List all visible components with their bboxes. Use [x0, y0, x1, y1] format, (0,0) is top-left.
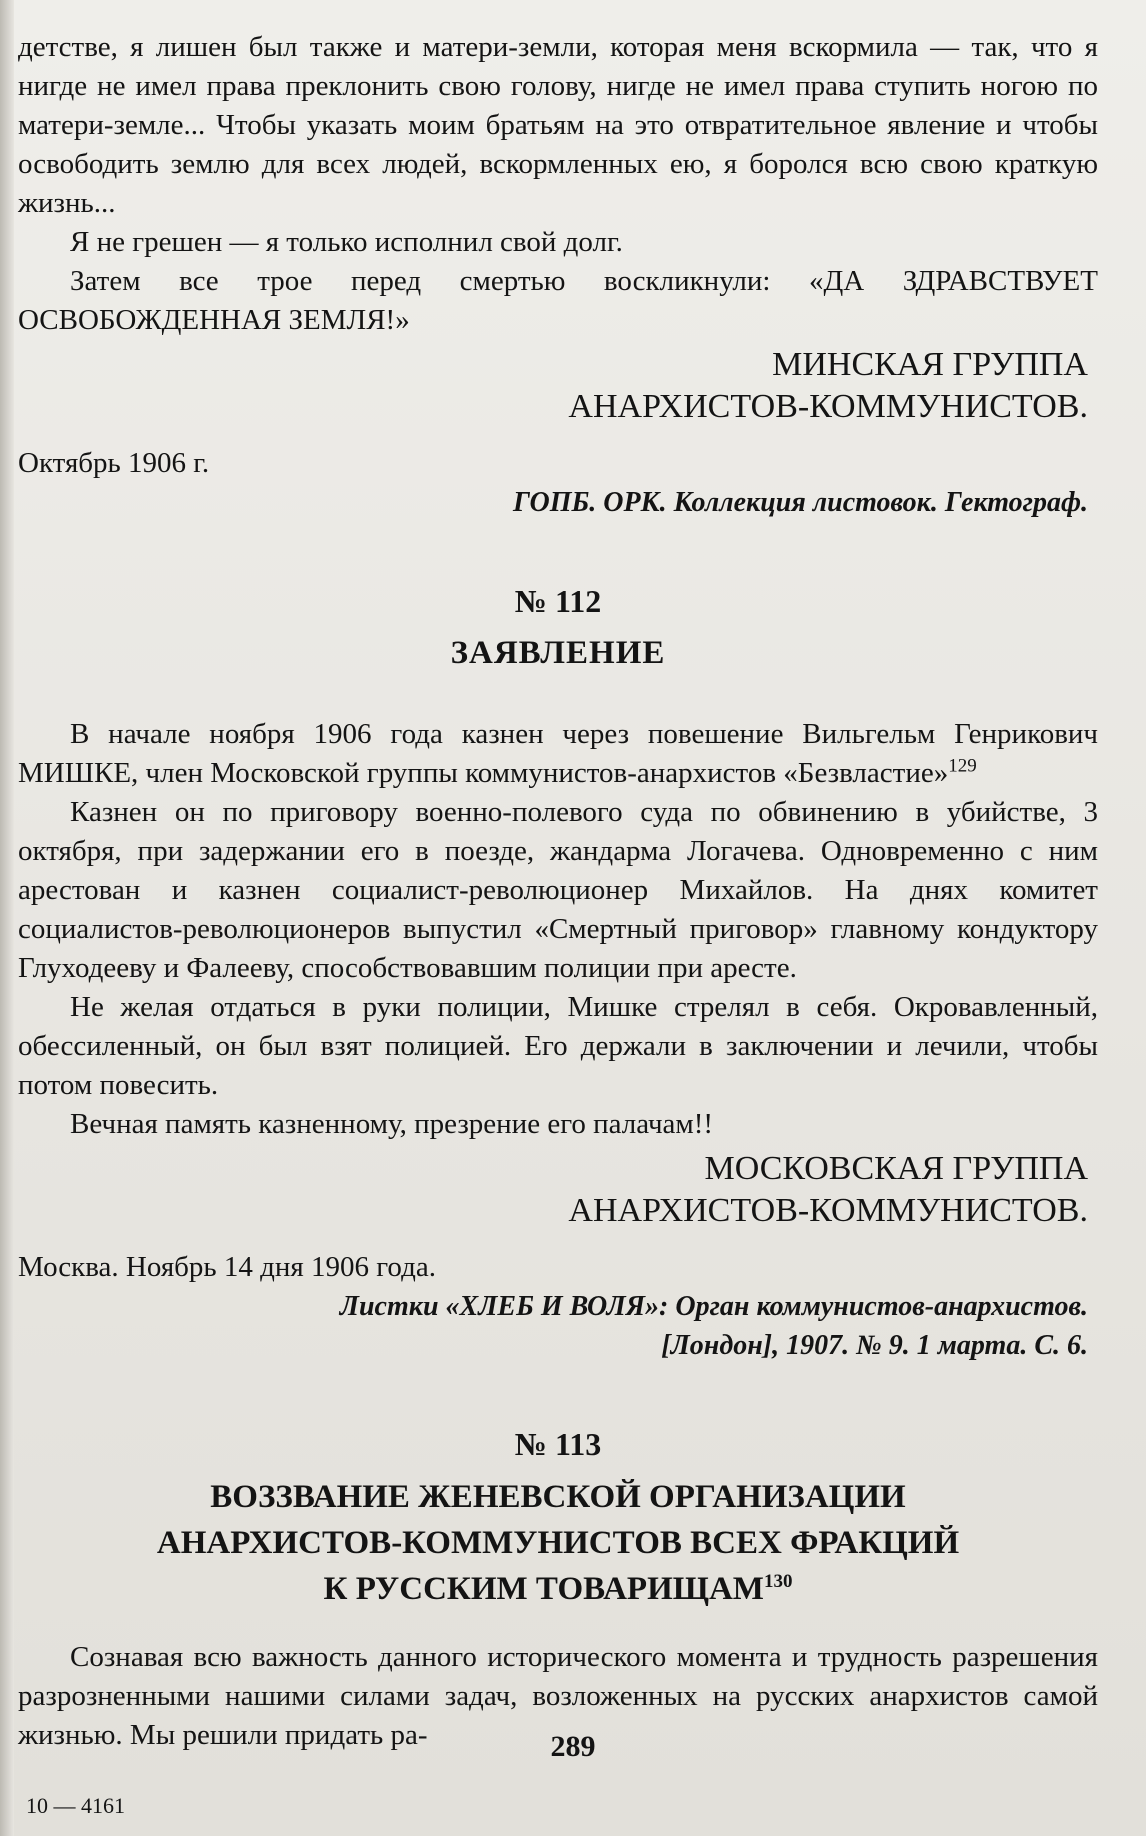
- carryover-paragraph-2: Я не грешен — я только исполнил свой долг.: [70, 226, 623, 258]
- doc-112-paragraph-1: В начале ноября 1906 года казнен через повешение Вильгельм Генрикович МИШКЕ, член Московской группы коммунистов-анархистов «Безвластие»$^{129}$: [18, 718, 1098, 789]
- source-minsk: ГОПБ. ОРК. Коллекция листовок. Гектограф.: [512, 487, 1088, 518]
- doc-112-title: ЗАЯВЛЕНИЕ: [450, 635, 666, 671]
- page-text: [18, 28, 1098, 1755]
- footnote-ref-130: 130: [763, 1571, 793, 1592]
- doc-112-paragraph-4: Вечная память казненному, презрение его палачам!!: [70, 1108, 714, 1140]
- source-moscow: Листки «ХЛЕБ И ВОЛЯ»: Орган коммунистов-анархистов. [Лондон], 1907. № 9. 1 марта. С. 6.: [339, 1291, 1088, 1361]
- signature-moscow: МОСКОВСКАЯ ГРУППА АНАРХИСТОВ-КОММУНИСТОВ.: [568, 1150, 1088, 1229]
- date-minsk: Октябрь 1906 г.: [18, 447, 210, 479]
- date-moscow: Москва. Ноябрь 14 дня 1906 года.: [18, 1251, 436, 1283]
- doc-112-paragraph-2: Казнен он по приговору военно-полевого суда по обвинению в убийстве, 3 октября, при задержании его в поезде, жандарма Логачева. Одновременно с ним арестован и казнен социалист-революционер Михайлов. На днях комитет социалистов-революционеров выпустил «Смертный приговор» главному кондуктору Глуходееву и Фалееву, способствовавшим полиции при аресте.: [18, 796, 1098, 984]
- carryover-paragraph: детстве, я лишен был также и матери-земли, которая меня вскормила — так, что я нигде не имел права преклонить свою голову, нигде не имел права ступить ногою по матери-земле... Чтобы указать моим братьям на это отвратительное явление и чтобы освободить землю для всех людей, вскормленных ею, я боролся всю свою краткую жизнь...: [18, 31, 1098, 219]
- doc-112-number: № 112: [514, 583, 602, 619]
- doc-113-paragraph-1: Сознавая всю важность данного исторического момента и трудность разрешения разрозненными нашими силами задач, возложенных на русских анархистов самой жизнью. Мы решили придать ра-: [18, 1641, 1098, 1751]
- doc-113-number: № 113: [514, 1426, 602, 1462]
- doc-113-title: ВОЗЗВАНИЕ ЖЕНЕВСКОЙ ОРГАНИЗАЦИИ АНАРХИСТОВ-КОММУНИСТОВ ВСЕХ ФРАКЦИЙ К РУССКИМ ТОВАРИЩАМ$^{130}$: [156, 1479, 960, 1607]
- doc-112-paragraph-3: Не желая отдаться в руки полиции, Мишке стрелял в себя. Окровавленный, обессиленный, он был взят полицией. Его держали в заключении и лечили, чтобы потом повесить.: [18, 991, 1098, 1101]
- carryover-paragraph-3: Затем все трое перед смертью воскликнули: «ДА ЗДРАВСТВУЕТ ОСВОБОЖДЕННАЯ ЗЕМЛЯ!»: [18, 265, 1098, 336]
- footnote-ref-129: 129: [948, 755, 977, 777]
- signature-minsk: МИНСКАЯ ГРУППА АНАРХИСТОВ-КОММУНИСТОВ.: [568, 346, 1088, 425]
- page-number: 289: [550, 1730, 596, 1763]
- printer-signature-mark: 10 — 4161: [26, 1793, 125, 1818]
- page-spine-shadow: [0, 0, 14, 1836]
